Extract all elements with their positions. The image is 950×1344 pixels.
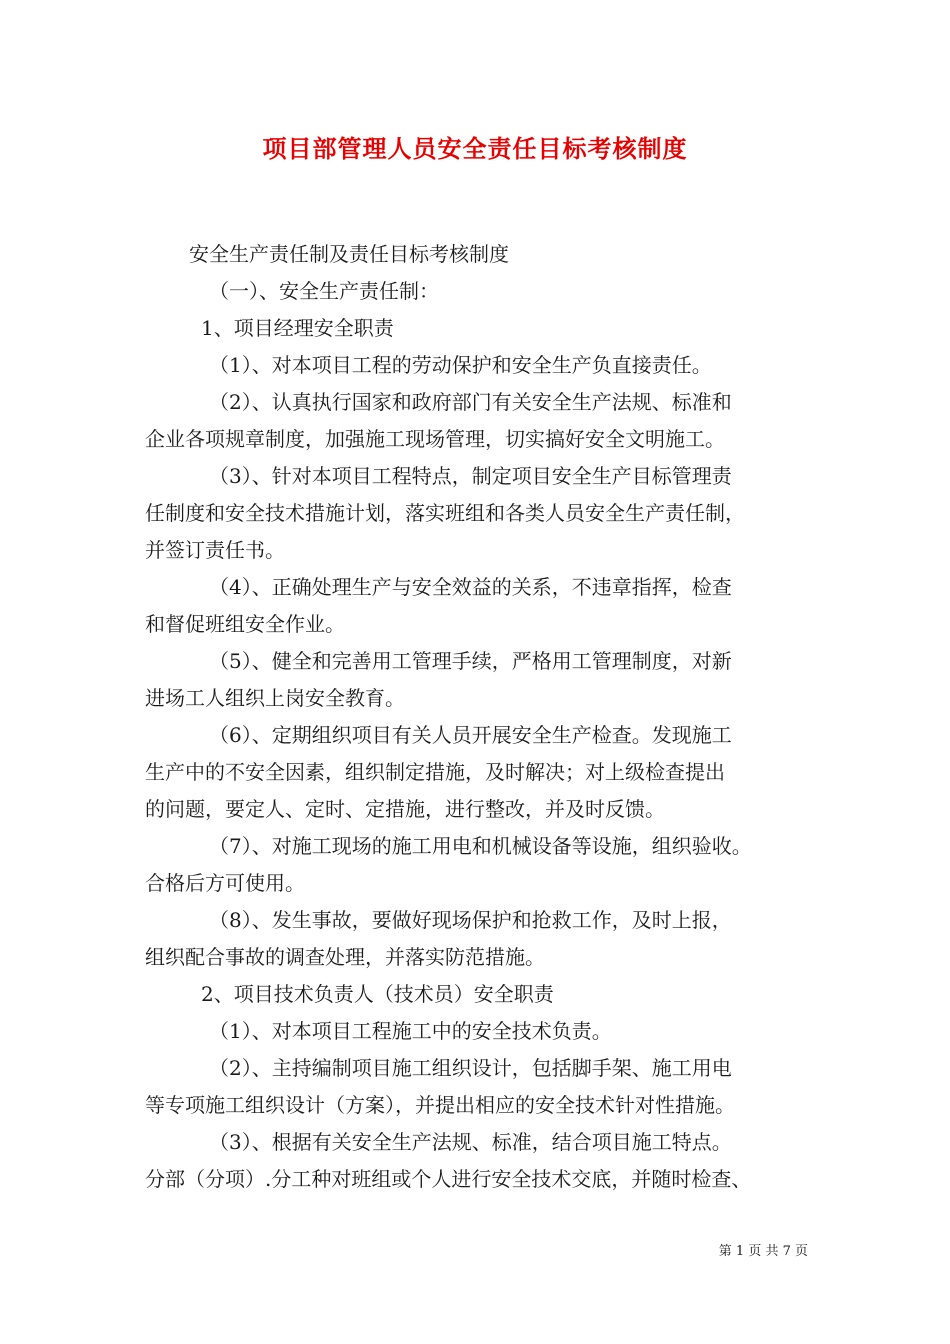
paragraph (145, 828, 825, 902)
text-line: 并签订责任书。 (145, 538, 285, 562)
text-line: 进场工人组织上岗安全教育。 (145, 686, 405, 710)
paragraph (145, 273, 825, 310)
document-title: 项目部管理人员安全责任目标考核制度 (262, 134, 688, 163)
paragraph (145, 347, 825, 384)
paragraph (145, 717, 825, 828)
text-line: （1）、对本项目工程的劳动保护和安全生产负直接责任。 (209, 353, 712, 377)
paragraph (145, 1013, 825, 1050)
text-line: 组织配合事故的调查处理，并落实防范措施。 (145, 945, 545, 969)
text-line: 任制度和安全技术措施计划，落实班组和各类人员安全生产责任制， (145, 501, 745, 525)
text-line: （3）、针对本项目工程特点，制定项目安全生产目标管理责 (209, 464, 732, 488)
text-line: 合格后方可使用。 (145, 871, 305, 895)
text-line: （一）、安全生产责任制： (209, 279, 439, 303)
paragraph (145, 902, 825, 976)
text-line: （4）、正确处理生产与安全效益的关系，不违章指挥，检查 (209, 575, 732, 599)
paragraph (145, 458, 825, 569)
text-line: 企业各项规章制度，加强施工现场管理，切实搞好安全文明施工。 (145, 427, 725, 451)
text-line: （8）、发生事故，要做好现场保护和抢救工作，及时上报， (209, 908, 732, 932)
paragraph (145, 236, 825, 273)
section-heading (145, 310, 825, 347)
text-line: 的问题，要定人、定时、定措施，进行整改，并及时反馈。 (145, 797, 665, 821)
text-line: （5）、健全和完善用工管理手续，严格用工管理制度，对新 (209, 649, 732, 673)
text-line: （1）、对本项目工程施工中的安全技术负责。 (209, 1019, 612, 1043)
page-number: 第 1 页 共 7 页 (718, 1244, 808, 1259)
paragraph (145, 569, 825, 643)
paragraph (145, 1124, 825, 1198)
text-line: 1、项目经理安全职责 (201, 316, 394, 340)
text-line: 生产中的不安全因素，组织制定措施，及时解决；对上级检查提出 (145, 760, 725, 784)
section-heading (145, 976, 825, 1013)
text-line: 分部（分项）.分工种对班组或个人进行安全技术交底，并随时检查、 (145, 1167, 752, 1191)
text-line: 2、项目技术负责人（技术员）安全职责 (201, 982, 554, 1006)
text-line: （2）、认真执行国家和政府部门有关安全生产法规、标准和 (209, 390, 732, 414)
text-line: 和督促班组安全作业。 (145, 612, 345, 636)
paragraph (145, 643, 825, 717)
paragraph (145, 384, 825, 458)
text-line: 安全生产责任制及责任目标考核制度 (189, 242, 509, 266)
text-line: （7）、对施工现场的施工用电和机械设备等设施，组织验收。 (209, 834, 752, 858)
document-body (145, 236, 825, 1198)
paragraph (145, 1050, 825, 1124)
text-line: （2）、主持编制项目施工组织设计，包括脚手架、施工用电 (209, 1056, 732, 1080)
text-line: （6）、定期组织项目有关人员开展安全生产检查。发现施工 (209, 723, 732, 747)
text-line: （3）、根据有关安全生产法规、标准，结合项目施工特点。 (209, 1130, 732, 1154)
text-line: 等专项施工组织设计（方案），并提出相应的安全技术针对性措施。 (145, 1093, 735, 1117)
